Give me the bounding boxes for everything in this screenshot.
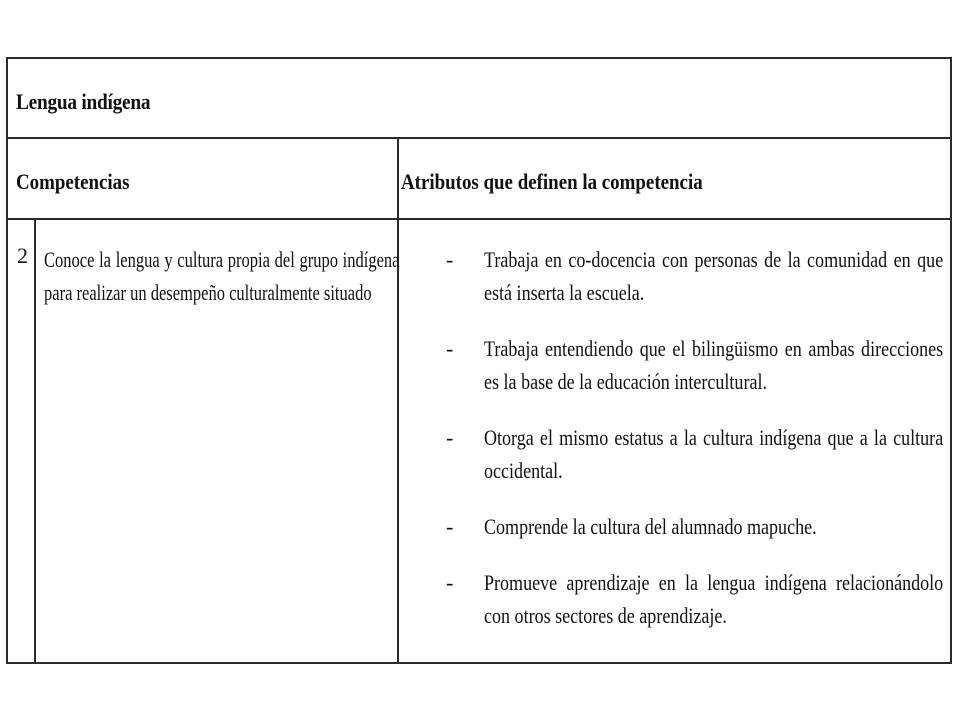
column-header-atributos: Atributos que definen la competencia — [401, 169, 703, 194]
column-header-competencias: Competencias — [16, 169, 130, 194]
list-bullet: - — [446, 570, 454, 595]
attribute-text: Trabaja entendiendo que el bilingüismo en ambas direcciones es la base de la educación intercultural. — [484, 336, 944, 394]
list-bullet: - — [446, 247, 454, 272]
attribute-text: Otorga el mismo estatus a la cultura indígena que a la cultura occidental. — [484, 425, 944, 483]
table-header-row — [8, 139, 950, 220]
attributes-list — [438, 243, 948, 655]
attribute-text: Trabaja en co-docencia con personas de la comunidad en que está inserta la escuela. — [484, 247, 944, 305]
attribute-text: Comprende la cultura del alumnado mapuche. — [484, 514, 817, 539]
list-bullet: - — [446, 336, 454, 361]
list-item — [438, 421, 948, 487]
list-bullet: - — [446, 514, 454, 539]
competency-table — [6, 57, 952, 664]
attribute-text: Promueve aprendizaje en la lengua indígena relacionándolo con otros sectores de aprendizaje. — [484, 570, 944, 628]
table-title-row — [8, 59, 950, 139]
list-item — [438, 243, 948, 309]
number-column-divider — [34, 220, 36, 662]
row-number: 2 — [17, 243, 28, 268]
list-item — [438, 510, 948, 543]
list-item — [438, 566, 948, 632]
list-bullet: - — [446, 425, 454, 450]
column-divider — [397, 139, 399, 662]
list-item — [438, 332, 948, 398]
competency-text: Conoce la lengua y cultura propia del grupo indígena para realizar un desempeño culturalmente situado — [44, 247, 400, 305]
table-title: Lengua indígena — [16, 89, 151, 114]
